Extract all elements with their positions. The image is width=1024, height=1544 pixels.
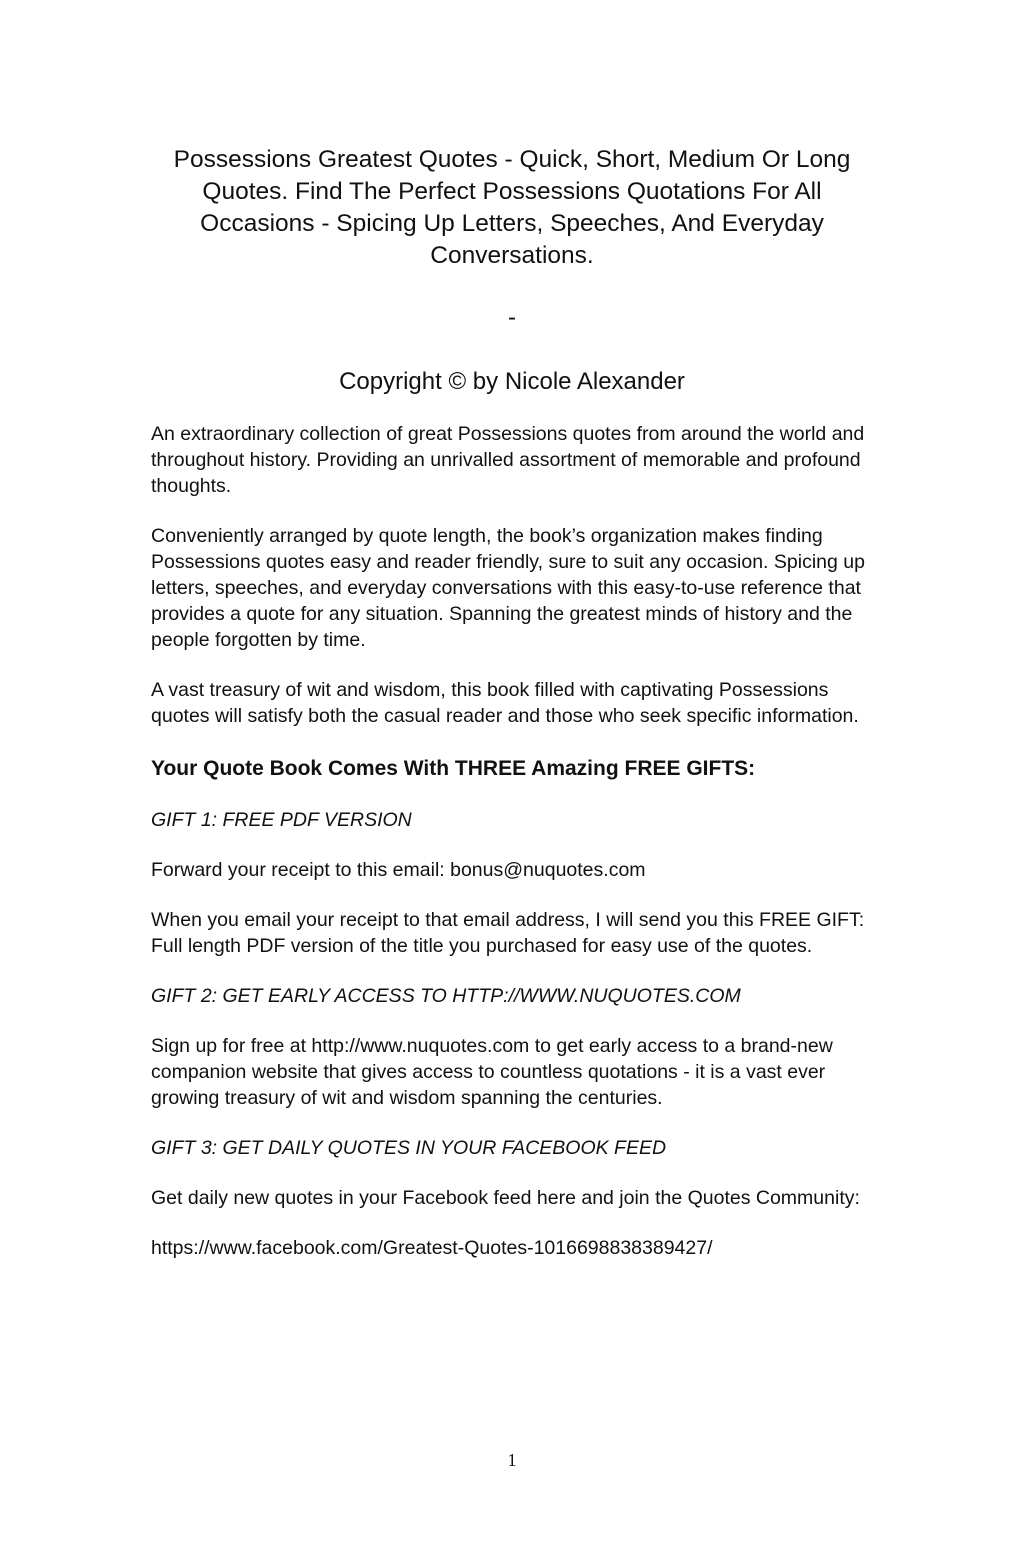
copyright-line: Copyright © by Nicole Alexander [339, 368, 685, 395]
gift-1-details: When you email your receipt to that email address, I will send you this FREE GIFT: Full length PDF version of the title you purchased for easy use of the quotes. [151, 909, 865, 957]
gift-3-details: Get daily new quotes in your Facebook feed here and join the Quotes Community: [151, 1187, 860, 1209]
title-separator: - [508, 304, 516, 331]
page-number: 1 [507, 1450, 517, 1470]
gift-1-heading: GIFT 1: FREE PDF VERSION [151, 809, 412, 831]
document-body [151, 421, 875, 1261]
intro-paragraph: An extraordinary collection of great Possessions quotes from around the world and throughout history. Providing an unrivalled assortment of memorable and profound thoughts. [151, 423, 865, 497]
arrangement-paragraph: Conveniently arranged by quote length, the book’s organization makes finding Possessions quotes easy and reader friendly, sure to suit any occasion. Spicing up letters, speeches, and everyday conversations with this easy-to-use reference that provides a quote for any situation. Spanning the greatest minds of history and the people forgotten by time. [151, 525, 865, 651]
gift-1-forward-text: Forward your receipt to this email: bonus@nuquotes.com [151, 859, 646, 881]
treasury-paragraph: A vast treasury of wit and wisdom, this book filled with captivating Possessions quotes will satisfy both the casual reader and those who seek specific information. [151, 679, 859, 727]
gifts-heading: Your Quote Book Comes With THREE Amazing FREE GIFTS: [151, 757, 756, 780]
gift-3-heading: GIFT 3: GET DAILY QUOTES IN YOUR FACEBOOK FEED [151, 1137, 667, 1159]
gift-2-details: Sign up for free at http://www.nuquotes.com to get early access to a brand-new companion website that gives access to countless quotations - it is a vast ever growing treasury of wit and wisdom spanning the centuries. [151, 1035, 833, 1109]
gift-2-heading: GIFT 2: GET EARLY ACCESS TO HTTP://WWW.NUQUOTES.COM [151, 985, 741, 1007]
facebook-link: https://www.facebook.com/Greatest-Quotes-1016698838389427/ [151, 1237, 713, 1259]
document-title: Possessions Greatest Quotes - Quick, Short, Medium Or Long Quotes. Find The Perfect Possessions Quotations For All Occasions - Spicing Up Letters, Speeches, And Everyday Conversations. [173, 146, 851, 269]
